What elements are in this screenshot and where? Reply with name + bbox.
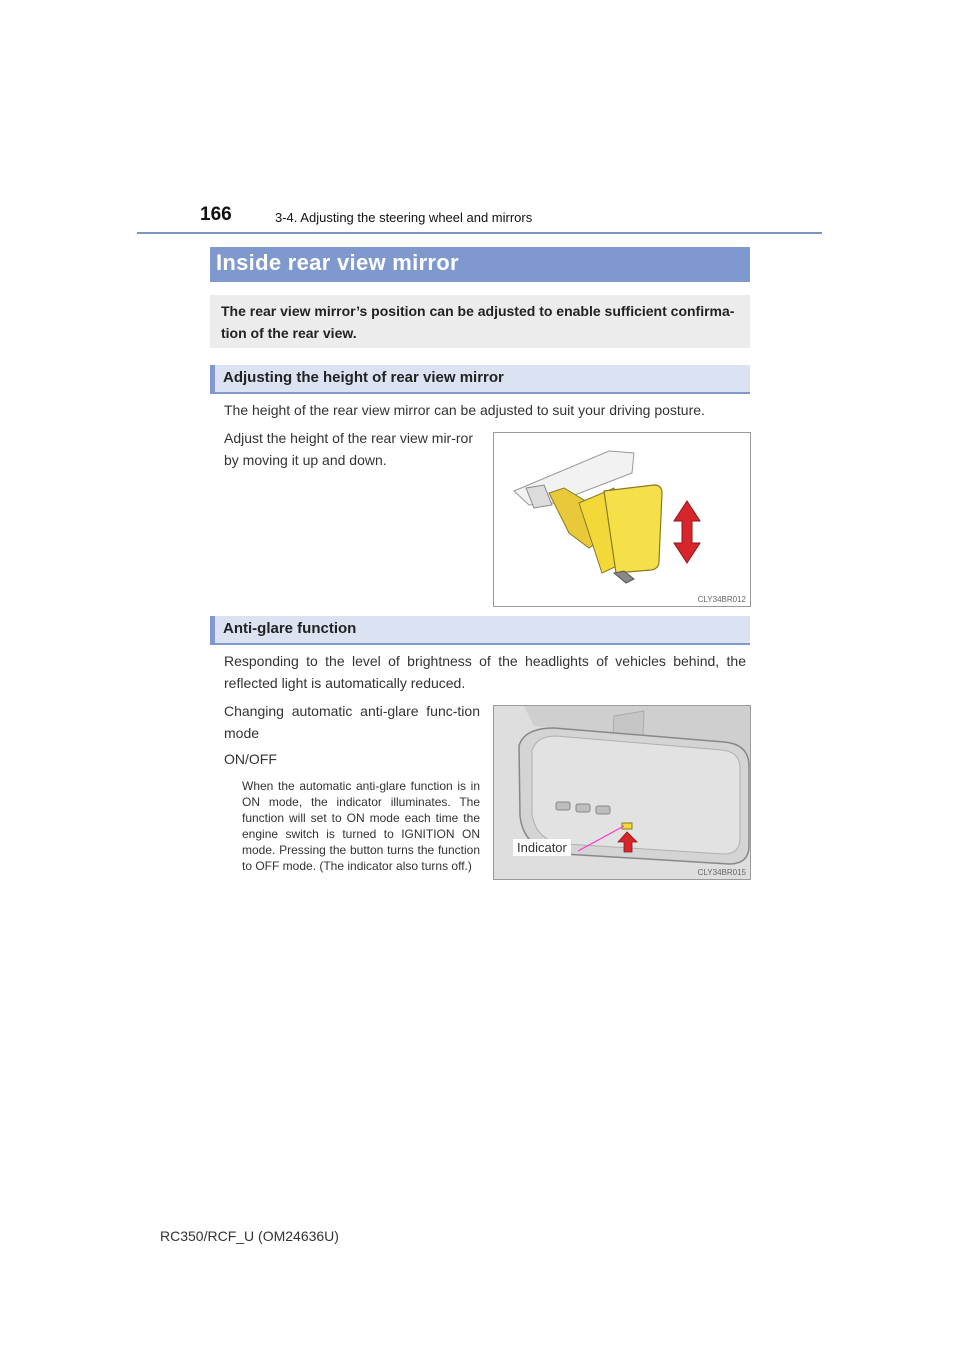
mirror-height-illustration [494, 433, 750, 606]
footer-model-code: RC350/RCF_U (OM24636U) [160, 1228, 339, 1244]
up-down-arrow-icon [674, 501, 700, 563]
height-instruction: Adjust the height of the rear view mir-ror by moving it up and down. [224, 430, 473, 468]
page-title-bar [210, 247, 750, 282]
antiglare-mode: ON/OFF [224, 751, 277, 767]
subheading-antiglare-label: Anti-glare function [223, 620, 357, 637]
section-title: 3-4. Adjusting the steering wheel and mirrors [275, 210, 533, 225]
page-number: 166 [200, 204, 232, 225]
header-divider [137, 232, 822, 234]
intro-text: The rear view mirror’s position can be adjusted to enable sufficient confirma-tion of the rear view. [221, 303, 735, 341]
antiglare-note: When the automatic anti-glare function is in ON mode, the indicator illuminates. The function will set to ON mode each time the engine switch is turned to IGNITION ON mode. Pressing the button turns the function to OFF mode. (The indicator also turns off.) [242, 779, 480, 873]
subheading-height [210, 365, 750, 394]
mirror-height-figure [493, 432, 751, 607]
page-header [200, 204, 760, 232]
intro-box [210, 295, 750, 348]
indicator-label: Indicator [513, 839, 571, 856]
figure-code: CLY34BR012 [697, 595, 746, 604]
subheading-antiglare [210, 616, 750, 645]
antiglare-instruction: Changing automatic anti-glare func-tion mode [224, 703, 480, 741]
figure-code: CLY34BR015 [697, 868, 746, 877]
page-title: Inside rear view mirror [216, 250, 459, 275]
subheading-height-label: Adjusting the height of rear view mirror [223, 369, 504, 386]
antiglare-paragraph: Responding to the level of brightness of the headlights of vehicles behind, the reflected light is automatically reduced. [224, 653, 746, 691]
height-paragraph: The height of the rear view mirror can be adjusted to suit your driving posture. [224, 402, 705, 418]
